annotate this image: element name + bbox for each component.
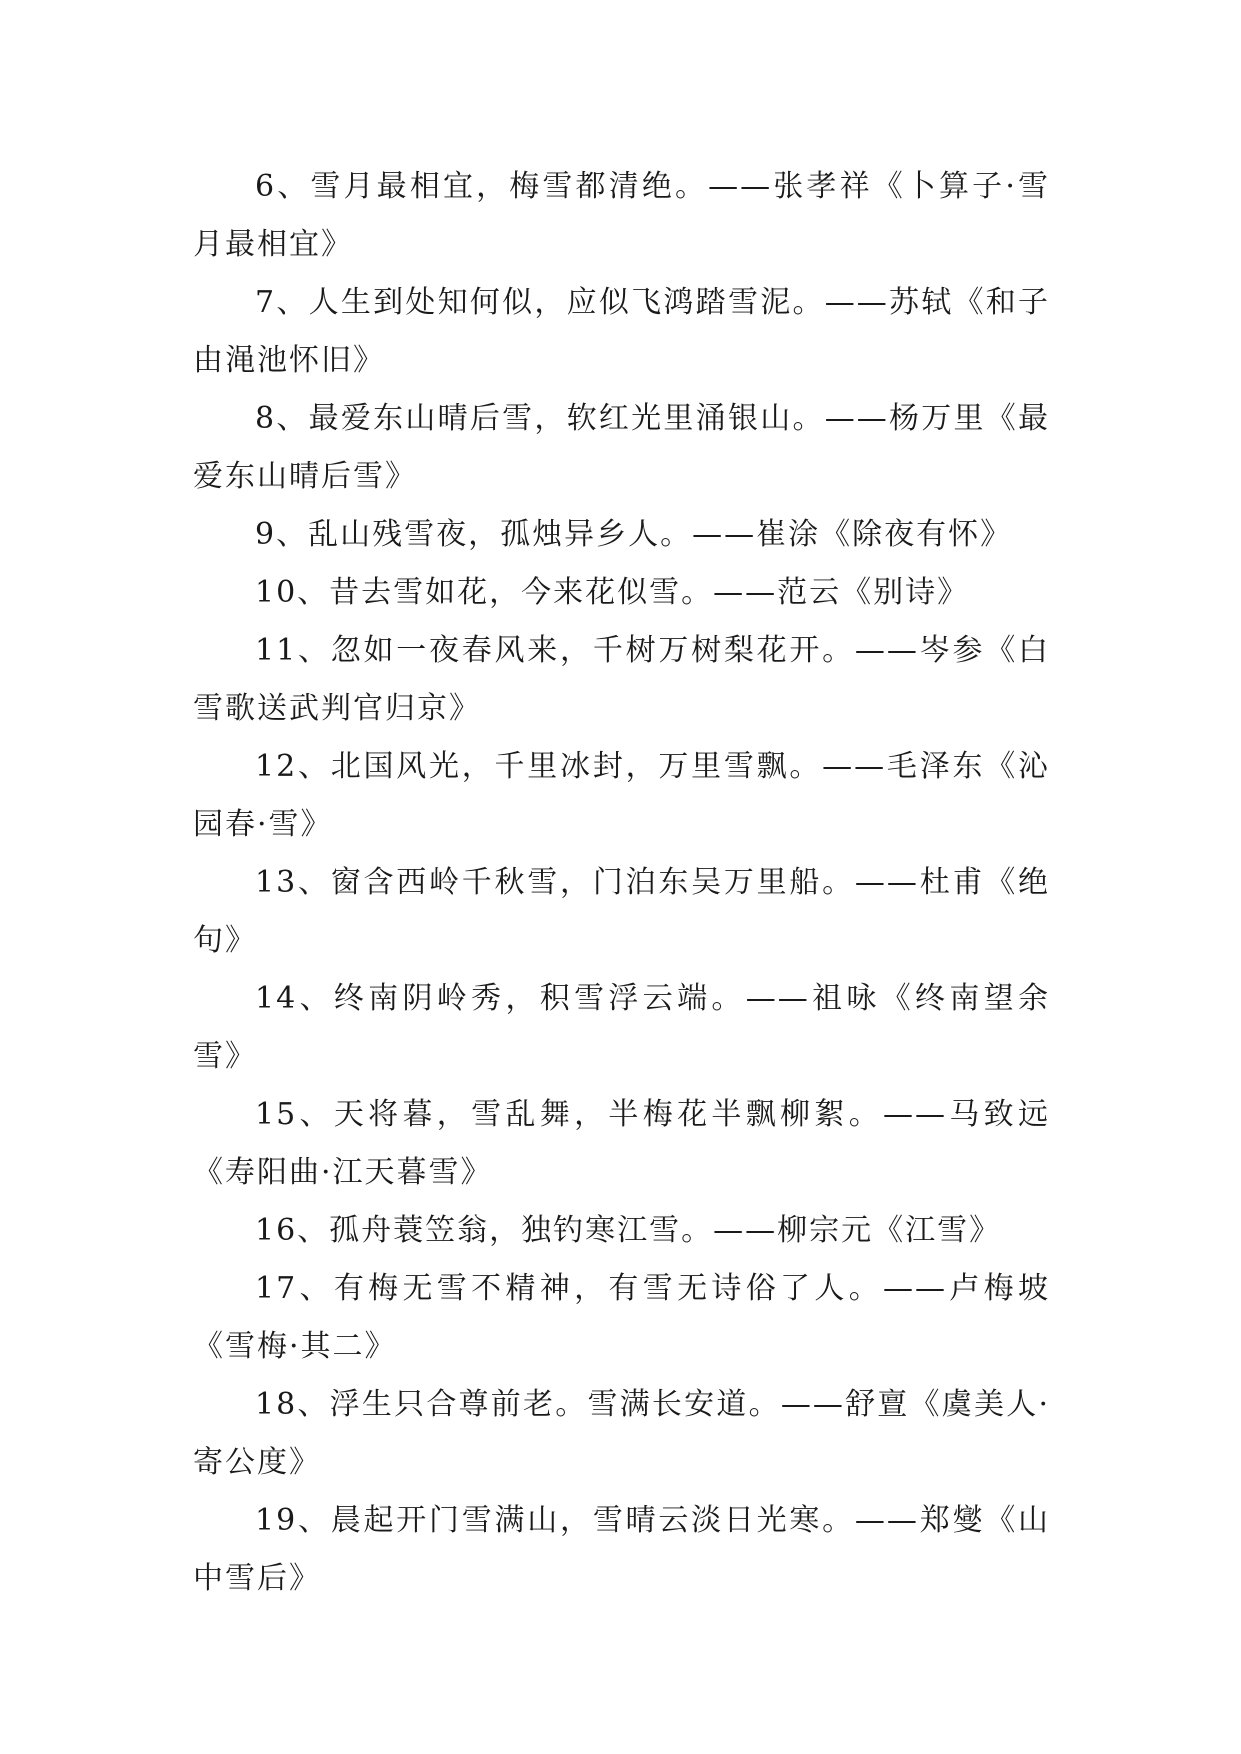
poem-item-13: 13、窗含西岭千秋雪，门泊东吴万里船。——杜甫《绝句》 [193, 865, 1050, 958]
poem-item-8: 8、最爱东山晴后雪，软红光里涌银山。——杨万里《最爱东山晴后雪》 [193, 401, 1050, 494]
poem-item-10: 10、昔去雪如花，今来花似雪。——范云《别诗》 [255, 575, 970, 610]
poem-item-15: 15、天将暮，雪乱舞，半梅花半飘柳絮。——马致远《寿阳曲·江天暮雪》 [193, 1097, 1050, 1190]
poem-item-7: 7、人生到处知何似，应似飞鸿踏雪泥。——苏轼《和子由渑池怀旧》 [193, 285, 1050, 378]
poem-item-6: 6、雪月最相宜，梅雪都清绝。——张孝祥《卜算子·雪月最相宜》 [193, 169, 1050, 262]
poem-item-9: 9、乱山残雪夜，孤烛异乡人。——崔涂《除夜有怀》 [255, 517, 1013, 552]
poem-item-11: 11、忽如一夜春风来，千树万树梨花开。——岑参《白雪歌送武判官归京》 [193, 633, 1050, 726]
poem-item-18: 18、浮生只合尊前老。雪满长安道。——舒亶《虞美人·寄公度》 [193, 1387, 1050, 1480]
poem-item-16: 16、孤舟蓑笠翁，独钓寒江雪。——柳宗元《江雪》 [255, 1213, 1002, 1248]
poem-item-19: 19、晨起开门雪满山，雪晴云淡日光寒。——郑燮《山中雪后》 [193, 1503, 1050, 1596]
poem-item-12: 12、北国风光，千里冰封，万里雪飘。——毛泽东《沁园春·雪》 [193, 749, 1050, 842]
poem-item-17: 17、有梅无雪不精神，有雪无诗俗了人。——卢梅坡《雪梅·其二》 [193, 1271, 1050, 1364]
poem-item-14: 14、终南阴岭秀，积雪浮云端。——祖咏《终南望余雪》 [193, 981, 1050, 1074]
poem-list [193, 158, 1050, 1608]
